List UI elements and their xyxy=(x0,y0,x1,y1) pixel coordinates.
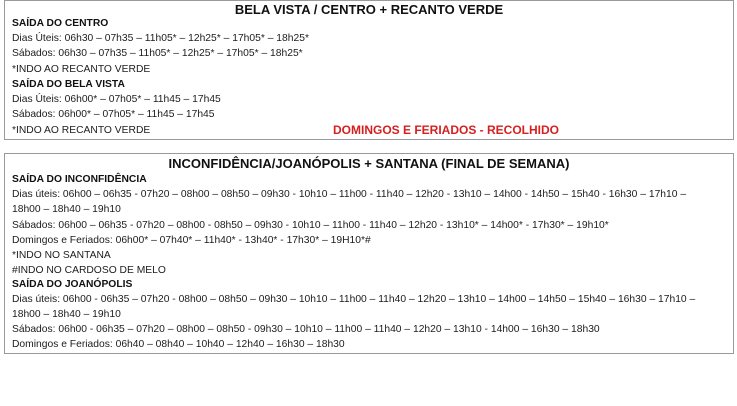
schedule-note: #INDO NO CARDOSO DE MELO xyxy=(12,265,166,276)
departure-heading-joanopolis: SAÍDA DO JOANÓPOLIS xyxy=(12,279,133,290)
schedule-saturdays: Sábados: 06h00 - 06h35 – 07h20 – 08h00 – 08h50 - 09h30 – 10h10 – 11h00 – 11h40 – 12h20 – 13h10 - 14h00 – 16h30 – 18h30 xyxy=(12,324,600,335)
section-title: INCONFIDÊNCIA/JOANÓPOLIS + SANTANA (FINAL DE SEMANA) xyxy=(168,156,570,171)
schedule-weekdays: Dias úteis: 06h00 - 06h35 – 07h20 - 08h00 – 08h50 – 09h30 – 10h10 – 11h00 – 11h40 – 12h20 – 13h10 – 14h00 – 14h50 – 15h40 – 16h30 – 17h10 – xyxy=(12,294,696,305)
schedule-weekdays: Dias Úteis: 06h00* – 07h05* – 11h45 – 17h45 xyxy=(12,94,221,105)
schedule-note: *INDO NO SANTANA xyxy=(12,250,111,261)
schedule-weekdays: Dias Úteis: 06h30 – 07h35 – 11h05* – 12h25* – 17h05* – 18h25* xyxy=(12,33,309,44)
departure-heading-bela-vista: SAÍDA DO BELA VISTA xyxy=(12,79,125,90)
schedule-saturdays: Sábados: 06h00* – 07h05* – 11h45 – 17h45 xyxy=(12,109,215,120)
departure-heading-inconfidencia: SAÍDA DO INCONFIDÊNCIA xyxy=(12,174,147,185)
schedule-box-bela-vista xyxy=(4,0,734,140)
departure-heading-centro: SAÍDA DO CENTRO xyxy=(12,18,109,29)
schedule-weekdays: Dias úteis: 06h00 – 06h35 - 07h20 – 08h00 – 08h50 – 09h30 - 10h10 – 11h00 - 11h40 – 12h20 - 13h10 – 14h00 - 14h50 – 15h40 - 16h30 – 17h10 – xyxy=(12,189,687,200)
sundays-holidays-notice: DOMINGOS E FERIADOS - RECOLHIDO xyxy=(333,123,560,137)
schedule-weekdays-continued: 18h00 – 18h40 – 19h10 xyxy=(12,204,121,215)
schedule-box-inconfidencia xyxy=(4,153,734,354)
schedule-note: *INDO AO RECANTO VERDE xyxy=(12,64,151,75)
schedule-saturdays: Sábados: 06h30 – 07h35 – 11h05* – 12h25* – 17h05* – 18h25* xyxy=(12,48,303,59)
schedule-weekdays-continued: 18h00 – 18h40 – 19h10 xyxy=(12,309,121,320)
schedule-sundays-holidays: Domingos e Feriados: 06h40 – 08h40 – 10h40 – 12h40 – 16h30 – 18h30 xyxy=(12,339,345,350)
schedule-sundays-holidays: Domingos e Feriados: 06h00* – 07h40* – 11h40* - 13h40* - 17h30* – 19H10*# xyxy=(12,235,371,246)
schedule-note: *INDO AO RECANTO VERDE xyxy=(12,125,151,136)
section-title: BELA VISTA / CENTRO + RECANTO VERDE xyxy=(234,2,504,17)
schedule-saturdays: Sábados: 06h00 – 06h35 - 07h20 – 08h00 - 08h50 – 09h30 - 10h10 – 11h00 - 11h40 – 12h20 - 13h10* – 14h00* - 17h30* – 19h10* xyxy=(12,220,609,231)
